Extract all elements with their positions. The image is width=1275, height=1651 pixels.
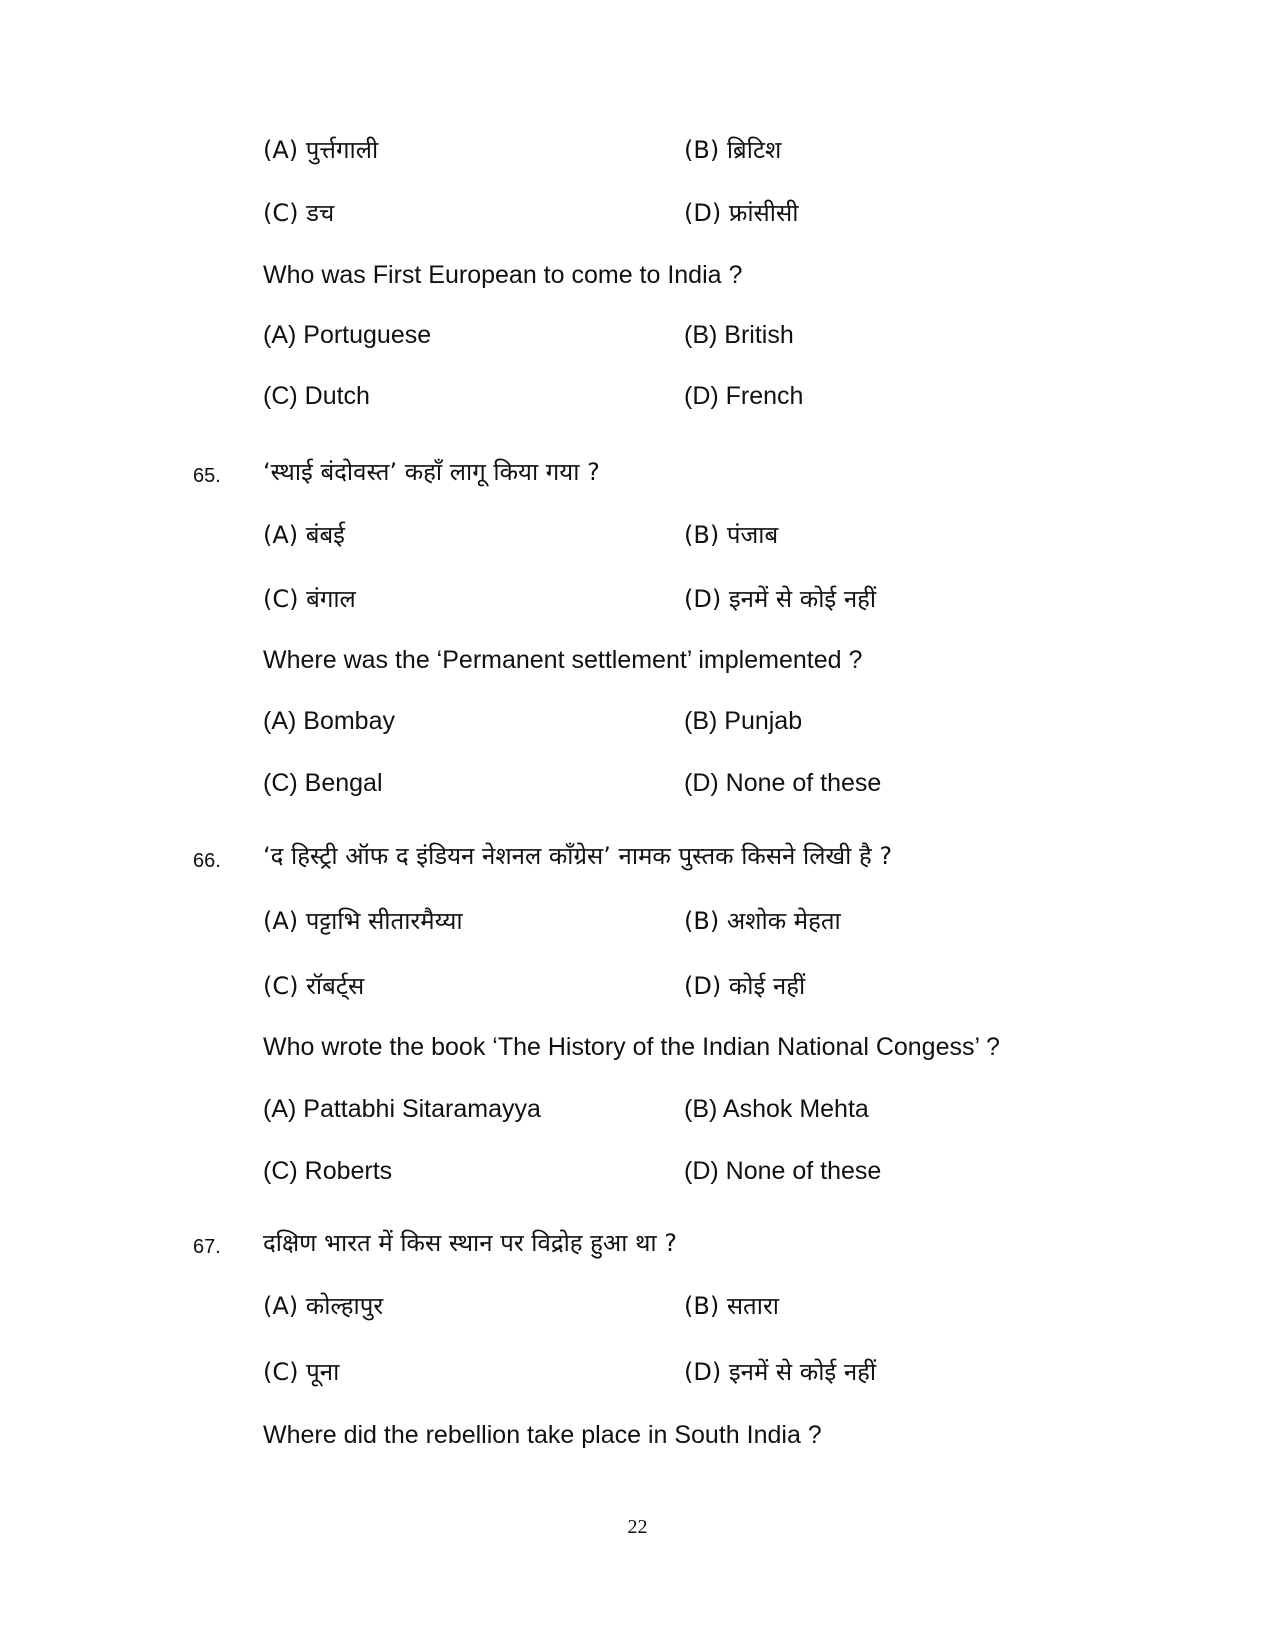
question-number-66: 66.	[193, 850, 221, 872]
q66-hi-option-c: (C) रॉबर्ट्स	[263, 972, 365, 1000]
q66-en-option-a: (A) Pattabhi Sitaramayya	[263, 1095, 541, 1123]
q66-en-option-d: (D) None of these	[684, 1157, 882, 1185]
q66-en-option-c: (C) Roberts	[263, 1157, 393, 1185]
q67-hi-option-b: (B) सतारा	[684, 1292, 779, 1320]
q66-hi-option-b: (B) अशोक मेहता	[684, 907, 841, 935]
prev-en-option-c: (C) Dutch	[263, 382, 370, 410]
page-number: 22	[627, 1516, 648, 1538]
q65-en-option-b: (B) Punjab	[684, 707, 803, 735]
q67-hi-question: दक्षिण भारत में किस स्थान पर विद्रोह हुआ था ?	[263, 1229, 677, 1257]
prev-hi-option-d: (D) फ्रांसीसी	[684, 199, 799, 227]
q67-hi-option-a: (A) कोल्हापुर	[263, 1292, 384, 1320]
prev-hi-option-a: (A) पुर्त्तगाली	[263, 136, 379, 164]
q65-hi-question: ‘स्थाई बंदोवस्त’ कहाँ लागू किया गया ?	[263, 458, 600, 486]
q66-en-option-b: (B) Ashok Mehta	[684, 1095, 869, 1123]
q65-en-option-c: (C) Bengal	[263, 769, 383, 797]
question-number-67: 67.	[193, 1236, 221, 1258]
prev-en-option-b: (B) British	[684, 321, 794, 349]
question-number-65: 65.	[193, 465, 221, 487]
q66-hi-option-a: (A) पट्टाभि सीतारमैय्या	[263, 907, 463, 935]
q65-en-option-a: (A) Bombay	[263, 707, 395, 735]
q66-en-question: Who wrote the book ‘The History of the Indian National Congess’ ?	[263, 1033, 1000, 1061]
prev-en-question: Who was First European to come to India ?	[263, 261, 743, 289]
q67-en-question: Where did the rebellion take place in South India ?	[263, 1421, 822, 1449]
prev-en-option-d: (D) French	[684, 382, 804, 410]
q67-hi-option-d: (D) इनमें से कोई नहीं	[684, 1358, 877, 1386]
q65-hi-option-a: (A) बंबई	[263, 521, 345, 549]
q66-hi-option-d: (D) कोई नहीं	[684, 972, 806, 1000]
q67-hi-option-c: (C) पूना	[263, 1358, 340, 1386]
q66-hi-question: ‘द हिस्ट्री ऑफ द इंडियन नेशनल कॉंग्रेस’ नामक पुस्तक किसने लिखी है ?	[263, 842, 893, 870]
q65-en-option-d: (D) None of these	[684, 769, 882, 797]
prev-hi-option-c: (C) डच	[263, 199, 335, 227]
q65-hi-option-d: (D) इनमें से कोई नहीं	[684, 585, 877, 613]
prev-hi-option-b: (B) ब्रिटिश	[684, 136, 782, 164]
q65-en-question: Where was the ‘Permanent settlement’ implemented ?	[263, 646, 863, 674]
q65-hi-option-b: (B) पंजाब	[684, 521, 779, 549]
q65-hi-option-c: (C) बंगाल	[263, 585, 356, 613]
prev-en-option-a: (A) Portuguese	[263, 321, 432, 349]
